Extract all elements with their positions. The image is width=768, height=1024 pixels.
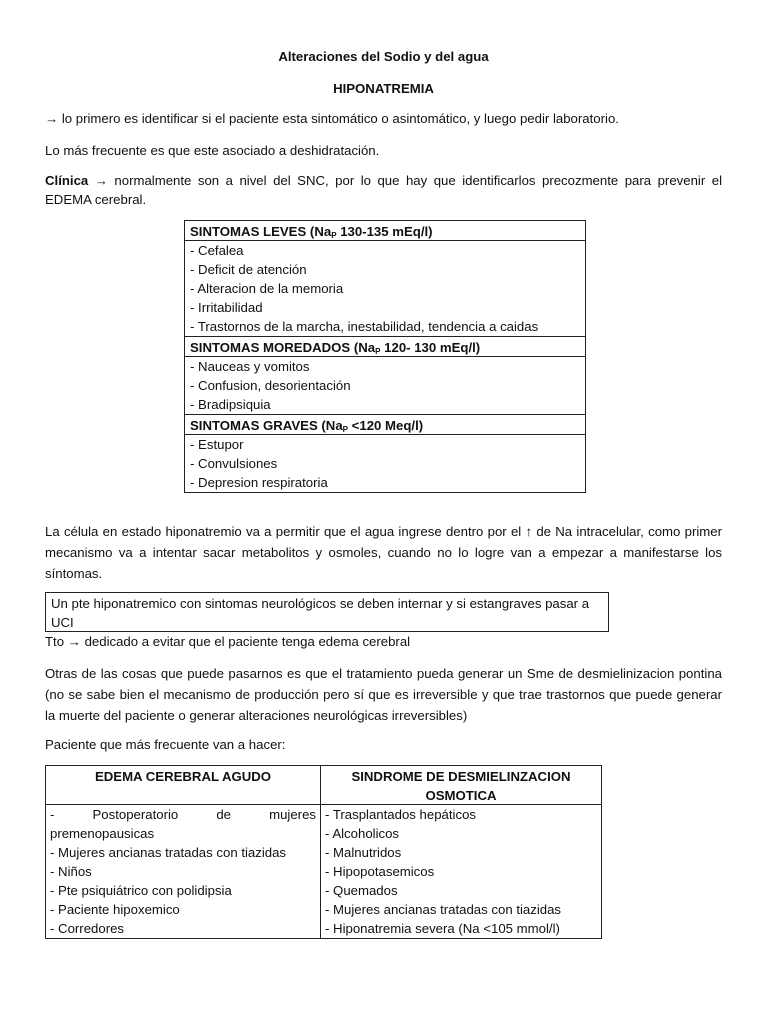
- list-item: - Paciente hipoxemico: [50, 902, 180, 917]
- symptoms-table: [184, 220, 586, 493]
- symptoms-header-moderate: SINTOMAS MOREDADOS ($Na_P$ 120- 130 mEq/l): [185, 336, 585, 357]
- list-item: - Alcoholicos: [325, 826, 400, 841]
- list-item: - Mujeres ancianas tratadas con tiazidas: [325, 902, 562, 917]
- list-item: - Trasplantados hepáticos: [325, 807, 477, 822]
- section-title: HIPONATREMIA: [333, 81, 434, 96]
- symptom-item: - Irritabilidad: [190, 300, 263, 315]
- list-item: - Corredores: [50, 921, 125, 936]
- list-item: premenopausicas: [50, 826, 155, 841]
- justified-line: - Postoperatorio de mujeres: [50, 807, 316, 822]
- paragraph-2: Lo más frecuente es que este asociado a deshidratación.: [45, 143, 380, 158]
- clinica-text: → normalmente son a nivel del SNC, por lo que hay que identificarlos precozmente para prevenir el EDEMA cerebral.: [45, 173, 722, 207]
- symptom-item: - Bradipsiquia: [190, 397, 271, 412]
- symptom-item: - Depresion respiratoria: [190, 475, 328, 490]
- symptom-item: - Estupor: [190, 437, 244, 452]
- paragraph-cell-mechanism: La célula en estado hiponatremio va a permitir que el agua ingrese dentro por el ↑ de Na intracelular, como primer mecanismo va a intentar sacar metabolitos y osmoles, cuando no lo logre van a empezar a manifestarse los síntomas.: [45, 524, 722, 581]
- symptom-item: - Alteracion de la memoria: [190, 281, 344, 296]
- paragraph-demyelination: Otras de las cosas que puede pasarnos es que el tratamiento pueda generar un Sme de desmielinizacion pontina (no se sabe bien el mecanismo de producción pero sí que es irreversible y que trae trastornos que puede generar la muerte del paciente o generar alteraciones neurológicas irreversibles): [45, 666, 722, 723]
- col-header-desmielinizacion: SINDROME DE DESMIELINZACION OSMOTICA: [351, 769, 571, 803]
- symptom-item: - Nauceas y vomitos: [190, 359, 310, 374]
- paragraph-1: → lo primero es identificar si el paciente esta sintomático o asintomático, y luego pedir laboratorio.: [45, 111, 619, 126]
- symptom-item: - Convulsiones: [190, 456, 278, 471]
- list-item: - Niños: [50, 864, 92, 879]
- list-item: - Malnutridos: [325, 845, 402, 860]
- symptom-item: - Cefalea: [190, 243, 244, 258]
- symptom-item: - Trastornos de la marcha, inestabilidad, tendencia a caidas: [190, 319, 539, 334]
- symptoms-header-severe: SINTOMAS GRAVES ($Na_P <120$ Meq/l): [185, 414, 585, 435]
- col-header-edema: EDEMA CEREBRAL AGUDO: [46, 766, 321, 804]
- list-item: - Quemados: [325, 883, 398, 898]
- symptom-item: - Confusion, desorientación: [190, 378, 351, 393]
- comparison-table: [45, 765, 602, 939]
- document-title: Alteraciones del Sodio y del agua: [278, 49, 489, 64]
- paragraph-clinica: [45, 171, 722, 209]
- symptom-item: - Deficit de atención: [190, 262, 307, 277]
- clinica-label: Clínica: [45, 173, 89, 188]
- paragraph-patients: Paciente que más frecuente van a hacer:: [45, 737, 286, 752]
- callout-box: Un pte hiponatremico con sintomas neurológicos se deben internar y si estangraves pasar a UCI: [45, 592, 609, 632]
- symptoms-header-mild: SINTOMAS LEVES ($Na_P$ 130-135 mEq/l): [185, 221, 585, 241]
- list-item: - Mujeres ancianas tratadas con tiazidas: [50, 845, 287, 860]
- paragraph-treatment: Tto → dedicado a evitar que el paciente tenga edema cerebral: [45, 634, 411, 649]
- list-item: - Hiponatremia severa (Na <105 mmol/l): [325, 921, 560, 936]
- list-item: - Hipopotasemicos: [325, 864, 435, 879]
- list-item: - Pte psiquiátrico con polidipsia: [50, 883, 232, 898]
